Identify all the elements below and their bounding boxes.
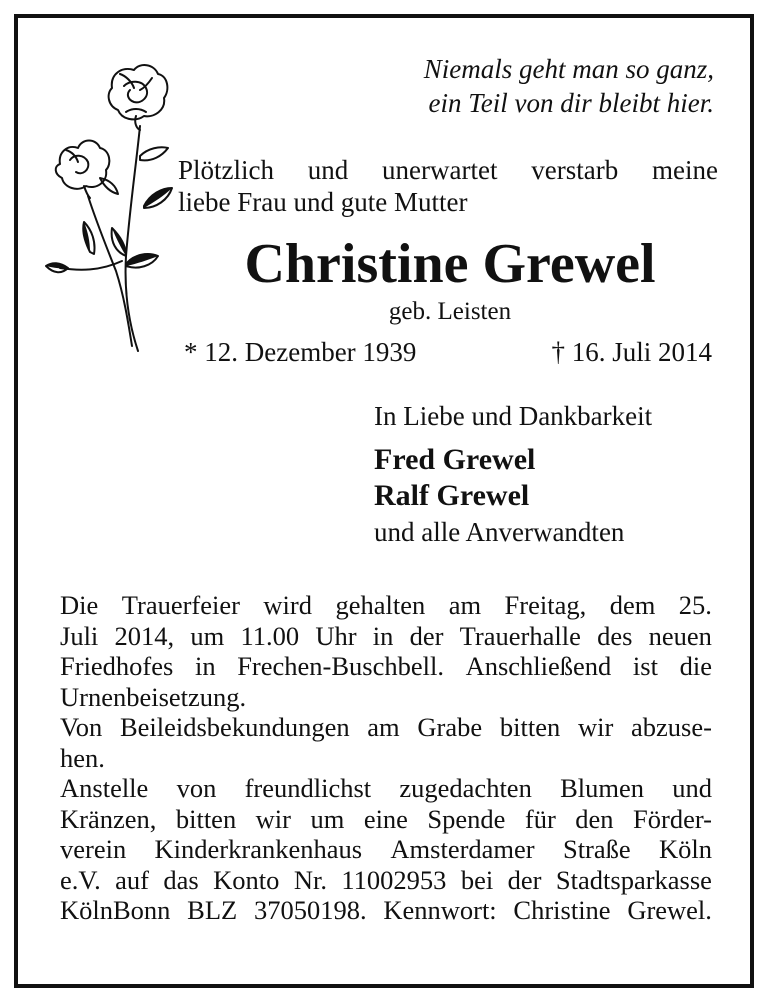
word: der [409,620,444,651]
word: Die [60,590,99,620]
word: den [575,803,614,834]
word: eine [363,803,408,834]
word: von [176,773,217,803]
word: am [367,712,400,742]
notice-line [60,895,712,926]
word: Grabe [417,712,483,742]
funeral-notice-text [60,590,712,926]
word: 25. [678,590,712,620]
birth-date: * 12. Dezember 1939 [184,337,417,367]
word: die [679,651,712,681]
word: und [307,155,349,185]
word: Kinderkrankenhaus [154,834,363,864]
word: wird [263,590,312,620]
word: in [194,651,216,681]
notice-line [60,621,712,652]
word: Stadtsparkasse [555,864,712,895]
word: abzuse- [630,712,712,742]
word: verstarb [531,155,619,185]
word: Christine [513,895,611,925]
word: wir [577,712,614,742]
rose-icon [40,56,190,356]
word: Trauerhalle [459,620,581,651]
word: Kennwort: [383,895,497,925]
word: Frechen-Buschbell. [237,651,444,681]
word: Beileidsbekundungen [119,712,350,742]
word: 11.00 [240,620,300,651]
word: neuen [648,620,712,651]
word: BLZ [187,895,238,925]
relatives-note: und alle Anverwandten [374,517,625,547]
word: der [507,864,542,895]
intro-line [178,154,718,186]
word: um [190,620,225,651]
word: Von [60,712,103,742]
notice-line [60,590,712,621]
word: e.V. [60,864,101,895]
motto-line: ein Teil von dir bleibt hier. [428,88,714,118]
word: Konto [213,864,280,895]
word: bitten [175,803,237,834]
word: Amsterdamer [390,834,535,864]
life-dates [184,335,712,369]
word: und [672,773,712,803]
word: am [448,590,482,620]
word: Juli [60,620,99,651]
notice-line: hen. [60,742,105,773]
word: ist [632,651,658,681]
notice-line [60,865,712,896]
word: dem [609,590,656,620]
notice-line: Urnenbeisetzung. [60,681,247,712]
word: Förder- [633,803,712,834]
word: Trauerfeier [121,590,240,620]
family-member-name: Ralf Grewel [374,479,530,512]
word: das [163,864,199,895]
birth-name: geb. Leisten [388,298,512,325]
word: 37050198. [253,895,367,925]
word: Blumen [560,773,644,803]
word: freundlichst [244,773,372,803]
word: wir [255,803,291,834]
word: Kränzen, [60,803,157,834]
notice-line [60,712,712,743]
word: Nr. [293,864,327,895]
death-date: † 16. Juli 2014 [551,337,712,367]
word: meine [651,155,718,185]
word: in [372,620,394,651]
word: für [524,803,556,834]
word: 11002953 [341,864,447,895]
notice-line [60,773,712,804]
word: Spende [427,803,506,834]
intro-line: liebe Frau und gute Mutter [178,187,468,217]
closing-phrase: In Liebe und Dankbarkeit [374,401,653,431]
notice-line [60,651,712,682]
word: gehalten [335,590,426,620]
intro-text [178,154,718,218]
word: Anschließend [465,651,612,681]
word: KölnBonn [60,895,171,925]
word: 2014, [114,620,175,651]
word: zugedachten [399,773,532,803]
word: Köln [658,834,712,864]
word: Uhr [315,620,357,651]
motto-line: Niemals geht man so ganz, [423,54,714,84]
word: um [310,803,345,834]
word: verein [60,834,127,864]
deceased-name: Christine Grewel [244,233,656,295]
family-signature [374,398,734,550]
motto-verse [294,52,714,120]
word: bei [460,864,494,895]
word: Friedhofes [60,651,174,681]
word: auf [115,864,149,895]
word: des [597,620,633,651]
word: Anstelle [60,773,149,803]
word: Freitag, [504,590,587,620]
word: unerwartet [382,155,498,185]
family-member-name: Fred Grewel [374,443,536,476]
notice-line [60,804,712,835]
word: Grewel. [627,895,712,925]
word: Plötzlich [178,155,274,185]
word: Straße [562,834,631,864]
notice-line [60,834,712,865]
word: bitten [499,712,561,742]
